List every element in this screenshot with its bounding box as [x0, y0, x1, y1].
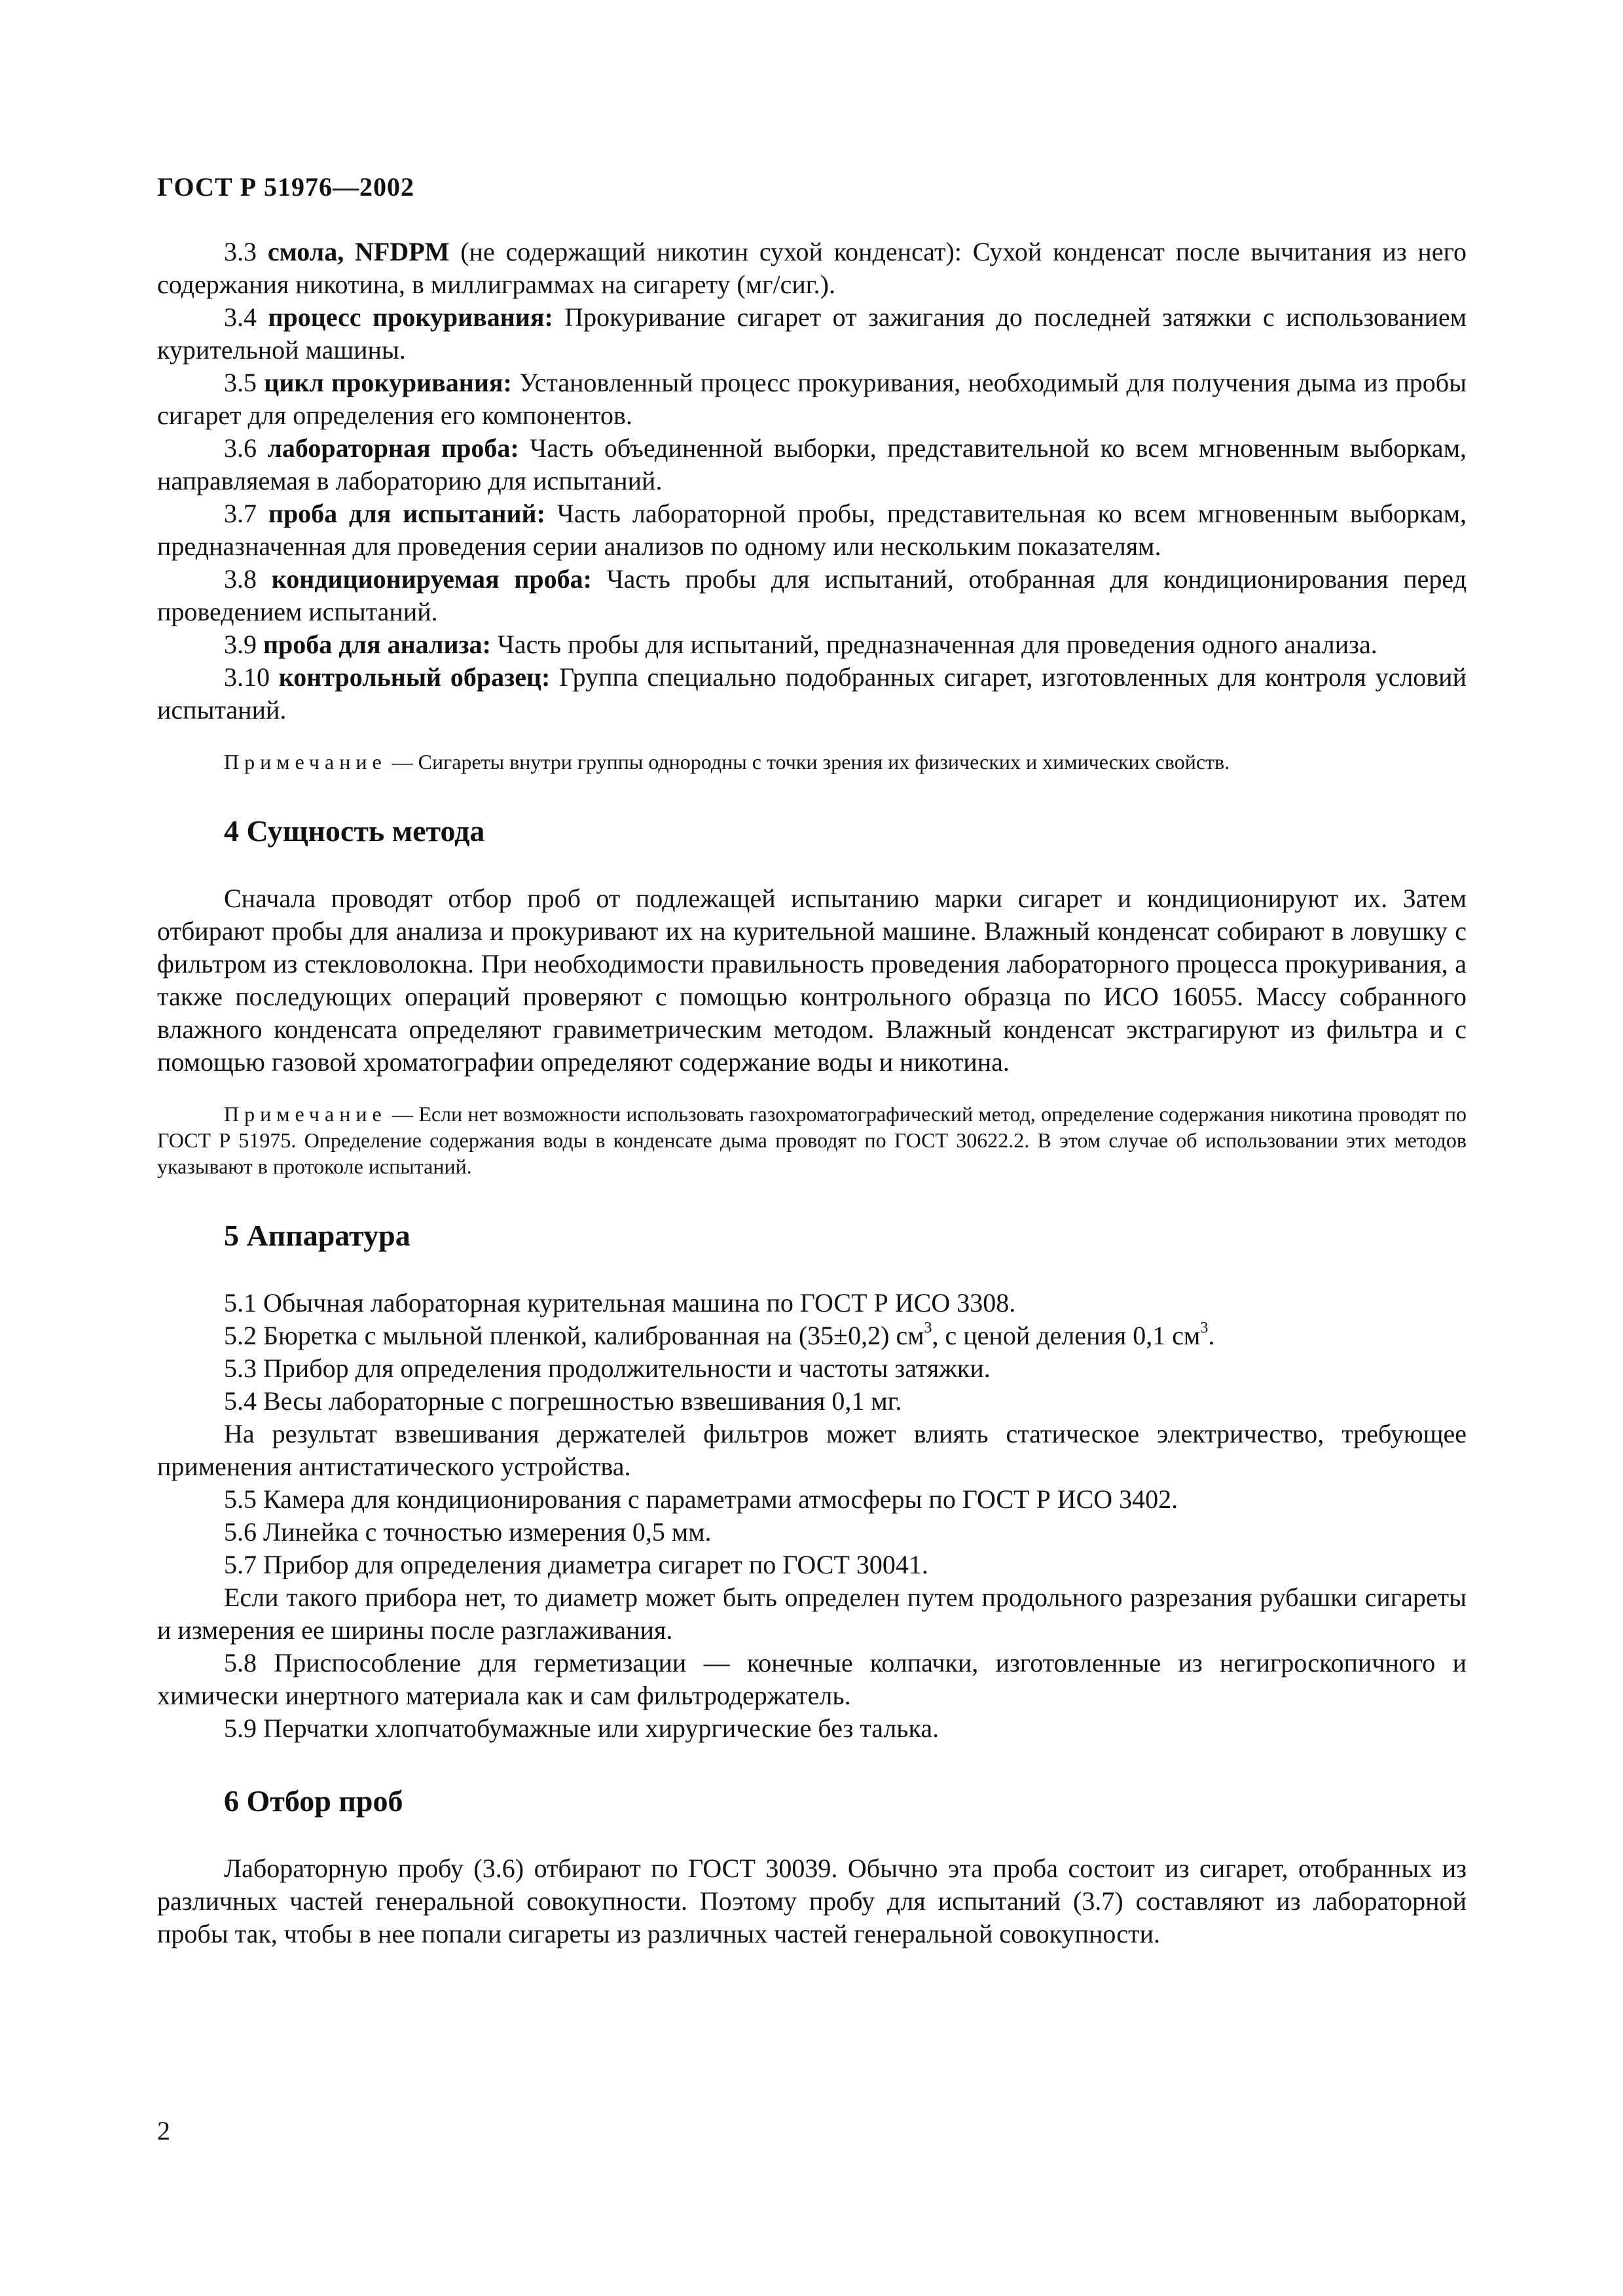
term: лабораторная проба: — [267, 433, 519, 463]
section-4-text: Сначала проводят отбор проб от подлежащей испытанию марки сигарет и кондиционируют их. Затем отбирают пробы для анализа и прокуривают их на курительной машине. Влажный конденсат собирают в ловушку с фильтром из стекловолокна. При необходимости правильность проведения лабораторного процесса прокуривания, а также последующих операций проверяют с помощью контрольного образца по ИСО 16055. Массу собранного влажного конденсата определяют гравиметрическим методом. Влажный конденсат экстрагируют из фильтра и с помощью газовой хроматографии определяют содержание воды и никотина. — [157, 884, 1467, 1077]
item-5-1: 5.1 Обычная лабораторная курительная машина по ГОСТ Р ИСО 3308. — [224, 1288, 1016, 1318]
term: процесс прокуривания: — [268, 302, 553, 332]
note-section-3: Примечание — Сигареты внутри группы однородны с точки зрения их физических и химических свойств. — [224, 750, 1230, 774]
term: проба для анализа: — [263, 630, 491, 659]
item-5-6: 5.6 Линейка с точностью измерения 0,5 мм. — [224, 1517, 712, 1547]
definition-3-7: 3.7 проба для испытаний: Часть лабораторной пробы, представительная ко всем мгновенным выборкам, предназначенная для проведения серии анализов по одному или нескольким показателям. — [157, 499, 1467, 561]
item-5-9: 5.9 Перчатки хлопчатобумажные или хирургические без талька. — [224, 1713, 939, 1743]
term: смола, NFDPM — [267, 237, 450, 266]
page-number: 2 — [157, 2116, 170, 2145]
definition-3-3: 3.3 смола, NFDPM (не содержащий никотин сухой конденсат): Сухой конденсат после вычитания из него содержания никотина, в миллиграммах на сигарету (мг/сиг.). — [157, 237, 1467, 299]
term: проба для испытаний: — [268, 499, 545, 528]
item-5-5: 5.5 Камера для кондиционирования с параметрами атмосферы по ГОСТ Р ИСО 3402. — [224, 1484, 1178, 1514]
item-5-2: 5.2 Бюретка с мыльной пленкой, калиброванная на (35±0,2) $см^3$, с ценой деления 0,1 $см^3$. — [224, 1319, 1215, 1350]
definition-3-4: 3.4 процесс прокуривания: Прокуривание сигарет от зажигания до последней затяжки с использованием курительной машины. — [157, 302, 1467, 365]
term: цикл прокуривания: — [264, 368, 512, 397]
item-5-4: 5.4 Весы лабораторные с погрешностью взвешивания 0,1 мг. — [224, 1386, 902, 1416]
definition-3-5: 3.5 цикл прокуривания: Установленный процесс прокуривания, необходимый для получения дыма из пробы сигарет для определения его компонентов. — [157, 368, 1467, 430]
section-6-text: Лабораторную пробу (3.6) отбирают по ГОСТ 30039. Обычно эта проба состоит из сигарет, отобранных из различных частей генеральной совокупности. Поэтому пробу для испытаний (3.7) составляют из лабораторной пробы так, чтобы в нее попали сигареты из различных частей генеральной совокупности. — [157, 1854, 1467, 1948]
definition-3-9: 3.9 проба для анализа: Часть пробы для испытаний, предназначенная для проведения одного анализа. — [224, 630, 1377, 659]
definition-3-8: 3.8 кондиционируемая проба: Часть пробы для испытаний, отобранная для кондиционирования перед проведением испытаний. — [157, 564, 1467, 626]
section-6-title: 6 Отбор проб — [224, 1784, 403, 1818]
item-5-7-note: Если такого прибора нет, то диаметр может быть определен путем продольного разрезания рубашки сигареты и измерения ее ширины после разглаживания. — [157, 1583, 1467, 1645]
term: кондиционируемая проба: — [271, 564, 592, 594]
item-5-8: 5.8 Приспособление для герметизации — конечные колпачки, изготовленные из негигроскопичного и химически инертного материала как и сам фильтродержатель. — [157, 1648, 1467, 1710]
section-5-title: 5 Аппаратура — [224, 1219, 410, 1252]
item-5-3: 5.3 Прибор для определения продолжительности и частоты затяжки. — [224, 1354, 991, 1383]
page-content — [157, 236, 1467, 1950]
section-4-title: 4 Сущность метода — [224, 814, 485, 848]
note-section-4: Примечание — Если нет возможности использовать газохроматографический метод, определение содержания никотина проводят по ГОСТ Р 51975. Определение содержания воды в конденсате дыма проводят по ГОСТ 30622.2. В этом случае об использовании этих методов указывают в протоколе испытаний. — [157, 1102, 1467, 1178]
definition-3-10: 3.10 контрольный образец: Группа специально подобранных сигарет, изготовленных для контроля условий испытаний. — [157, 662, 1467, 725]
definition-3-6: 3.6 лабораторная проба: Часть объединенной выборки, представительной ко всем мгновенным выборкам, направляемая в лабораторию для испытаний. — [157, 433, 1467, 495]
item-5-4-note: На результат взвешивания держателей фильтров может влиять статическое электричество, требующее применения антистатического устройства. — [157, 1419, 1467, 1481]
term: контрольный образец: — [278, 662, 551, 692]
document-header: ГОСТ Р 51976—2002 — [157, 172, 415, 202]
item-5-7: 5.7 Прибор для определения диаметра сигарет по ГОСТ 30041. — [224, 1550, 928, 1579]
